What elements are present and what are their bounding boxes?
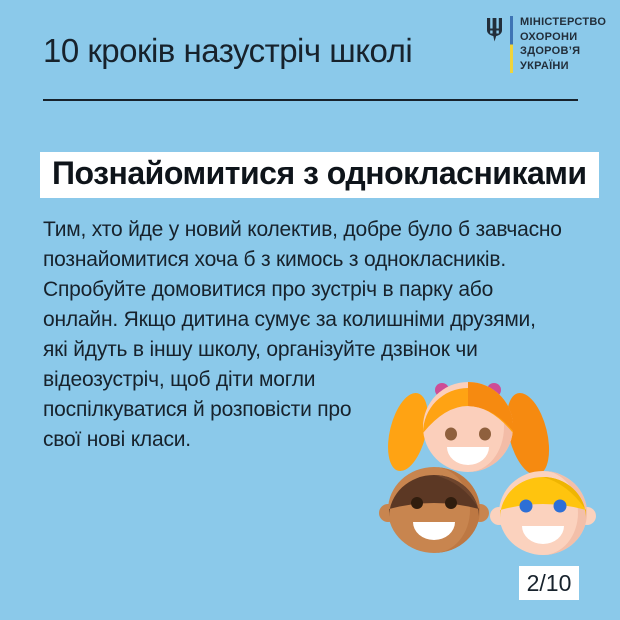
body-line: онлайн. Якщо дитина сумує за колишніми друзями, [43, 308, 536, 331]
body-line: свої нові класи. [43, 428, 191, 451]
body-line: познайомитися хоча б з кимось з однокласників. [43, 248, 506, 271]
body-line: поспілкуватися й розповісти про [43, 398, 352, 421]
tryzub-trident-icon [485, 17, 504, 42]
body-line: відеозустріч, щоб діти могли [43, 368, 316, 391]
children-faces-illustration [363, 370, 608, 570]
body-line: Тим, хто йде у новий колектив, добре було б завчасно [43, 218, 562, 241]
page-counter: 2/10 [526, 569, 572, 596]
page-counter-badge [519, 566, 579, 600]
body-line: Спробуйте домовитися про зустріч в парку або [43, 278, 494, 301]
body-line: які йдуть в іншу школу, організуйте дзвінок чи [43, 338, 478, 361]
header-divider-line [43, 99, 578, 101]
ministry-name-line: МІНІСТЕРСТВО [520, 16, 607, 28]
ministry-name [520, 15, 606, 73]
ministry-logo [485, 15, 606, 73]
ministry-name-line: ОХОРОНИ [520, 30, 578, 43]
ministry-name-line: ЗДОРОВ’Я [520, 45, 581, 57]
boy-blonde-hair-face-icon [490, 471, 596, 555]
flag-divider [510, 16, 513, 73]
girl-face-icon [381, 382, 557, 479]
boy-brown-hair-face-icon [379, 467, 489, 553]
step-heading: Познайомитися з однокласниками [52, 155, 587, 191]
ministry-name-line: УКРАЇНИ [520, 59, 569, 72]
step-heading-highlight [40, 152, 599, 198]
series-title: 10 кроків назустріч школі [43, 32, 413, 69]
